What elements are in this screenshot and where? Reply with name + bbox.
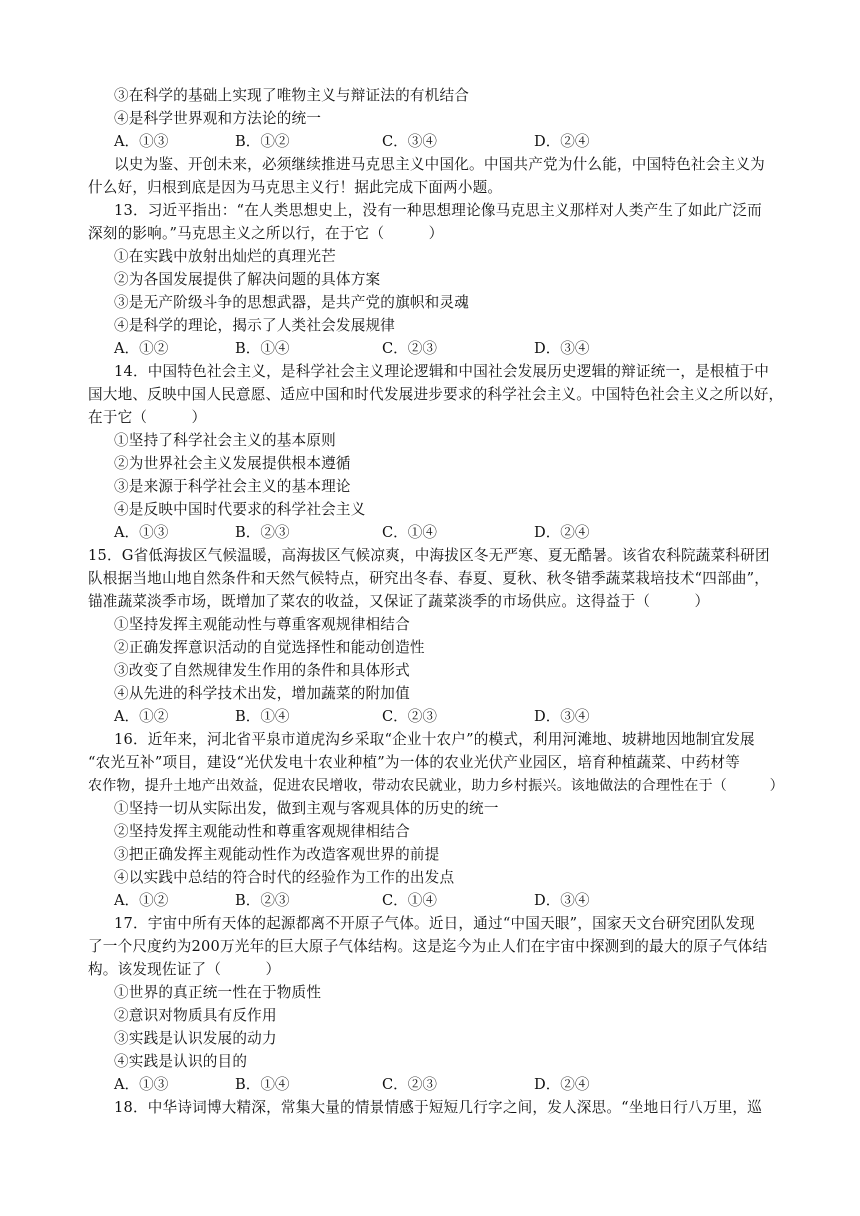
statement-item: ③实践是认识发展的动力 [114,1030,277,1047]
answer-option-d[interactable]: D．②④ [534,1076,590,1093]
statement-item: ①在实践中放射出灿烂的真理光芒 [114,248,336,265]
question-14-stem: 国大地、反映中国人民意愿、适应中国和时代发展进步要求的科学社会主义。中国特色社会主义之所以好， [88,386,784,403]
statement-item: ①世界的真正统一性在于物质性 [114,984,322,1001]
statement-item: ②为世界社会主义发展提供根本遵循 [114,455,351,472]
option-item: ③在科学的基础上实现了唯物主义与辩证法的有机结合 [114,87,470,104]
answer-options [114,338,754,360]
statement-item: ③是无产阶级斗争的思想武器，是共产党的旗帜和灵魂 [114,294,470,311]
answer-option-a[interactable]: A．①② [114,708,169,725]
question-17-stem: 17．宇宙中所有天体的起源都离不开原子气体。近日，通过“中国天眼”，国家天文台研究团队发现 [114,915,755,932]
intro-text: 什么好，归根到底是因为马克思主义行！据此完成下面两小题。 [88,179,503,196]
statement-item: ③改变了自然规律发生作用的条件和具体形式 [114,662,410,679]
statement-item: ③把正确发挥主观能动性作为改造客观世界的前提 [114,846,440,863]
answer-options [114,522,754,544]
answer-option-c[interactable]: C．②③ [382,708,437,725]
statement-item: ②为各国发展提供了解决问题的具体方案 [114,271,381,288]
statement-item: ④以实践中总结的符合时代的经验作为工作的出发点 [114,869,455,886]
answer-option-a[interactable]: A．①② [114,892,169,909]
answer-option-b[interactable]: B．①④ [235,340,290,357]
answer-option-d[interactable]: D．③④ [534,340,590,357]
statement-item: ③是来源于科学社会主义的基本理论 [114,478,351,495]
answer-option-b[interactable]: B．①② [235,133,290,150]
statement-item: ④是科学的理论，揭示了人类社会发展规律 [114,317,396,334]
statement-item: ④实践是认识的目的 [114,1053,248,1070]
question-13-stem: 深刻的影响。”马克思主义之所以行，在于它（ ） [88,225,444,242]
question-17-stem: 了一个尺度约为200万光年的巨大原子气体结构。这是迄今为止人们在宇宙中探测到的最大的原子气体结 [88,938,768,955]
question-14-stem: 在于它（ ） [88,409,207,426]
answer-option-d[interactable]: D．②④ [534,133,590,150]
option-item: ④是科学世界观和方法论的统一 [114,110,322,127]
statement-item: ②坚持发挥主观能动性和尊重客观规律相结合 [114,823,410,840]
question-18-stem: 18．中华诗词博大精深，常集大量的情景情感于短短几行字之间，发人深思。“坐地日行八万里，巡 [114,1099,762,1116]
answer-options [114,131,754,153]
statement-item: ②正确发挥意识活动的自觉选择性和能动创造性 [114,639,425,656]
intro-text: 以史为鉴、开创未来，必须继续推进马克思主义中国化。中国共产党为什么能，中国特色社会主义为 [114,156,765,173]
question-17-stem: 构。该发现佐证了（ ） [88,961,281,978]
question-15-stem: 15．G省低海拔区气候温暖，高海拔区气候凉爽，中海拔区冬无严寒、夏无酷暑。该省农科院蔬菜科研团 [88,547,770,564]
answer-option-c[interactable]: C．①④ [382,524,437,541]
question-13-stem: 13．习近平指出：“在人类思想史上，没有一种思想理论像马克思主义那样对人类产生了如此广泛而 [114,202,762,219]
answer-option-b[interactable]: B．①④ [235,1076,290,1093]
statement-item: ②意识对物质具有反作用 [114,1007,277,1024]
answer-option-c[interactable]: C．③④ [382,133,437,150]
answer-options [114,890,754,912]
answer-option-b[interactable]: B．②③ [235,524,290,541]
question-15-stem: 锚准蔬菜淡季市场，既增加了菜农的收益，又保证了蔬菜淡季的市场供应。这得益于（ ） [88,593,710,610]
answer-option-b[interactable]: B．②③ [235,892,290,909]
answer-option-a[interactable]: A．①③ [114,1076,169,1093]
statement-item: ①坚持一切从实际出发，做到主观与客观具体的历史的统一 [114,800,499,817]
answer-options [114,1074,754,1096]
question-15-stem: 队根据当地山地自然条件和天然气候特点，研究出冬春、春夏、夏秋、秋冬错季蔬菜栽培技术“四部曲”， [88,570,770,587]
answer-option-a[interactable]: A．①③ [114,133,169,150]
question-16-stem: “农光互补”项目，建设“光伏发电十农业种植”为一体的农业光伏产业园区，培育种植蔬菜、中药材等 [88,754,740,771]
question-14-stem: 14．中国特色社会主义，是科学社会主义理论逻辑和中国社会发展历史逻辑的辩证统一，是根植于中 [114,363,770,380]
answer-option-a[interactable]: A．①③ [114,524,169,541]
answer-option-c[interactable]: C．①④ [382,892,437,909]
statement-item: ①坚持发挥主观能动性与尊重客观规律相结合 [114,616,410,633]
answer-option-a[interactable]: A．①② [114,340,169,357]
statement-item: ④是反映中国时代要求的科学社会主义 [114,501,366,518]
answer-options [114,706,754,728]
answer-option-c[interactable]: C．②③ [382,1076,437,1093]
question-16-stem: 16．近年来，河北省平泉市道虎沟乡采取“企业十农户”的模式，利用河滩地、坡耕地因地制宜发展 [114,731,755,748]
answer-option-d[interactable]: D．③④ [534,892,590,909]
answer-option-d[interactable]: D．③④ [534,708,590,725]
answer-option-b[interactable]: B．①④ [235,708,290,725]
question-16-stem: 农作物，提升土地产出效益，促进农民增收，带动农民就业，助力乡村振兴。该地做法的合理性在于（ ） [88,778,784,794]
statement-item: ④从先进的科学技术出发，增加蔬菜的附加值 [114,685,410,702]
answer-option-c[interactable]: C．②③ [382,340,437,357]
statement-item: ①坚持了科学社会主义的基本原则 [114,432,336,449]
answer-option-d[interactable]: D．②④ [534,524,590,541]
